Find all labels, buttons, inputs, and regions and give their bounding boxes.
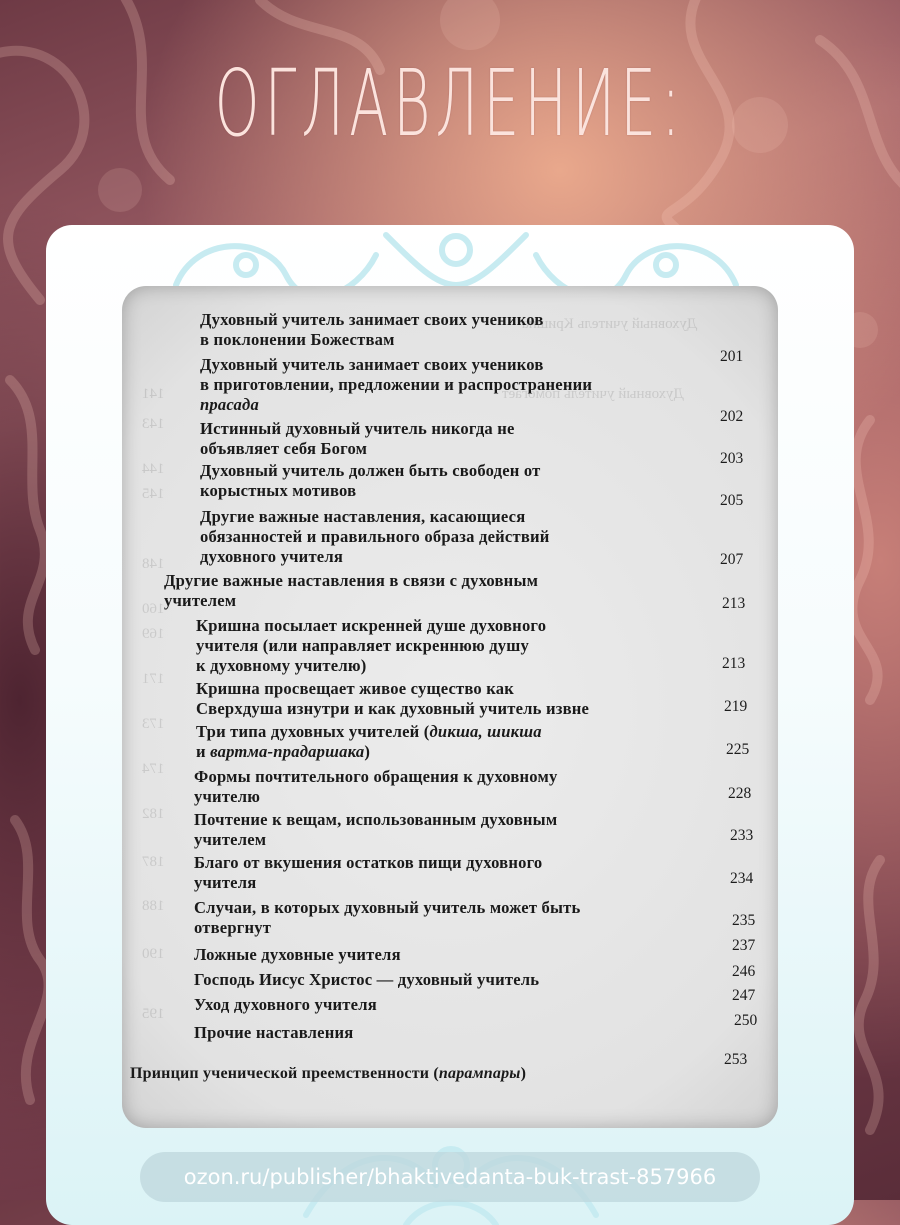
toc-entry: Духовный учитель занимает своих учеников в приготовлении, предложении и распространении прасада bbox=[200, 355, 593, 414]
toc-section: Другие важные наставления в связи с духовным учителем bbox=[164, 571, 539, 610]
toc-entry: Три типа духовных учителей (дикша, шикша и вартма-прадаршака) bbox=[196, 722, 542, 761]
toc-page-number: 202 bbox=[720, 408, 744, 425]
toc-page-number: 246 bbox=[732, 963, 756, 980]
toc-page-number: 201 bbox=[720, 348, 744, 365]
toc-entry: Случаи, в которых духовный учитель может быть отвергнут bbox=[194, 898, 581, 937]
toc-page-number: 213 bbox=[722, 595, 746, 612]
toc-entry: Истинный духовный учитель никогда не объявляет себя Богом bbox=[200, 419, 515, 458]
publisher-url-badge: ozon.ru/publisher/bhaktivedanta-buk-trast-857966 bbox=[140, 1152, 760, 1202]
toc-entry: Другие важные наставления, касающиеся обязанностей и правильного образа действий духовного учителя bbox=[200, 507, 550, 566]
toc-entry: Кришна посылает искренней душе духовного учителя (или направляет искреннюю душу к духовному учителю) bbox=[196, 616, 547, 675]
toc-page-number: 225 bbox=[726, 741, 750, 758]
toc-page-number: 228 bbox=[728, 785, 752, 802]
toc-page-number: 233 bbox=[730, 827, 754, 844]
toc-entry: Почтение к вещам, использованным духовным учителем bbox=[194, 810, 558, 849]
toc-entry: Духовный учитель занимает своих учеников в поклонении Божествам bbox=[200, 310, 544, 349]
table-of-contents bbox=[122, 286, 778, 1128]
toc-entry: Формы почтительного обращения к духовному учителю bbox=[194, 767, 558, 806]
toc-entry: Уход духовного учителя bbox=[194, 995, 377, 1014]
toc-page-number: 207 bbox=[720, 551, 744, 568]
toc-page-number: 219 bbox=[724, 698, 748, 715]
ornament-top-decoration bbox=[156, 225, 756, 295]
toc-page-number: 234 bbox=[730, 870, 754, 887]
toc-page-number: 213 bbox=[722, 655, 746, 672]
toc-page-number: 235 bbox=[732, 912, 756, 929]
toc-entry: Кришна просвещает живое существо как Сверхдуша изнутри и как духовный учитель извне bbox=[196, 679, 590, 718]
toc-entry: Господь Иисус Христос — духовный учитель bbox=[194, 970, 540, 989]
toc-entry: Духовный учитель должен быть свободен от корыстных мотивов bbox=[200, 461, 541, 500]
page-title: ОГЛАВЛЕНИЕ: bbox=[214, 50, 686, 157]
toc-page-number: 203 bbox=[720, 450, 744, 467]
toc-entry: Благо от вкушения остатков пищи духовного учителя bbox=[194, 853, 543, 892]
toc-page-number: 247 bbox=[732, 987, 756, 1004]
toc-chapter: Принцип ученической преемственности (парампары) bbox=[130, 1065, 527, 1082]
toc-entry: Ложные духовные учителя bbox=[194, 945, 401, 964]
toc-entry: Прочие наставления bbox=[194, 1023, 354, 1042]
toc-page-number: 237 bbox=[732, 937, 756, 954]
toc-page-number: 205 bbox=[720, 492, 744, 509]
toc-page-number: 250 bbox=[734, 1012, 758, 1029]
book-page-photo: Духовный учитель Кришна Духовный учитель помогает 141 143 144 145 148 160 169 171 173 174 182 187 188 190 195 Духовный учитель занимает своих учеников в поклонении Божествам 201 Духовный учитель занимает своих учеников в приготовлении, предложении и распространении прасада 202 Истинный духовный учитель никогда не объявляет себя Богом 203 Духовный учитель должен быть свободен от корыстных мотивов 205 Другие важные наставления, касающиеся обязанностей и правильного образа действий духовного учителя 207 Другие важные наставления в связи с духовным учителем 213 Кришна посылает искренней душе духовного учителя (или направляет искреннюю душу к духовному учителю) 213 Кришна просвещает живое существо как Сверхдуша изнутри и как духовный учитель извне 219 Три типа духовных учителей (дикша, шикша и вартма-прадаршака) 225 Формы почтительного обращения к духовному учителю 228 Почтение к вещам, использованным духовным учителем 233 Благо от вкушения остатков пищи духовного учителя 234 Случаи, в которых духовный учитель может быть отвергнут 235 Ложные духовные учителя 237 Господь Иисус Христос — духовный учитель 246 Уход духовного учителя 247 Прочие наставления 250 Принцип ученической преемственности (парампары) 253 bbox=[122, 286, 778, 1128]
toc-page-number: 253 bbox=[724, 1051, 748, 1068]
